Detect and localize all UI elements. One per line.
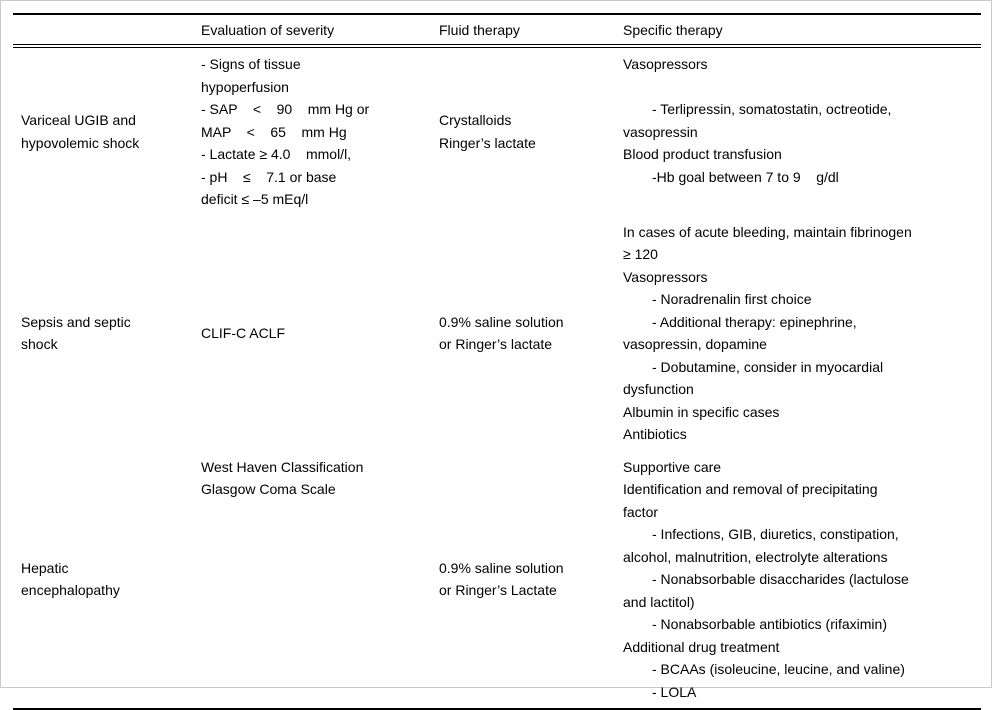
fluid-line: or Ringer’s lactate bbox=[439, 336, 553, 352]
specific-therapy-cell bbox=[623, 216, 981, 451]
evaluation-cell bbox=[201, 451, 439, 710]
evaluation-cell bbox=[201, 216, 439, 451]
header-specific-therapy: Specific therapy bbox=[623, 14, 981, 46]
therapy-line: Vasopressors bbox=[623, 56, 708, 72]
therapy-line: Albumin in specific cases bbox=[623, 403, 780, 420]
row-label-cell bbox=[13, 216, 201, 451]
therapy-line: alcohol, malnutrition, electrolyte alterations bbox=[623, 548, 888, 565]
therapy-line: ≥ 120 bbox=[623, 246, 658, 262]
therapy-line: Antibiotics bbox=[623, 426, 687, 442]
fluid-line: 0.9% saline solution bbox=[439, 313, 564, 330]
fluid-line: or Ringer’s Lactate bbox=[439, 582, 557, 599]
header-fluid-therapy: Fluid therapy bbox=[439, 14, 623, 46]
table-row-hepatic-encephalopathy bbox=[13, 451, 981, 710]
evaluation-line: - Lactate ≥ 4.0 mmol/l, bbox=[201, 146, 352, 162]
evaluation-line: - SAP < 90 mm Hg or bbox=[201, 101, 370, 117]
therapy-line: Supportive care bbox=[623, 458, 722, 475]
therapy-line: dysfunction bbox=[623, 381, 694, 397]
row-label-line: Hepatic bbox=[21, 559, 69, 576]
header-evaluation-of-severity: Evaluation of severity bbox=[201, 14, 439, 46]
evaluation-line: West Haven Classification bbox=[201, 458, 364, 475]
row-label-line: encephalopathy bbox=[21, 582, 120, 599]
evaluation-line: MAP < 65 mm Hg bbox=[201, 123, 347, 140]
therapy-line: and lactitol) bbox=[623, 593, 695, 610]
therapy-line: In cases of acute bleeding, maintain fibrinogen bbox=[623, 223, 912, 240]
therapy-line: - Noradrenalin first choice bbox=[652, 291, 812, 307]
therapy-line: - Dobutamine, consider in myocardial bbox=[652, 358, 884, 375]
row-label-line: shock bbox=[21, 336, 58, 352]
therapy-line: Vasopressors bbox=[623, 268, 708, 285]
row-label-line: Variceal UGIB and bbox=[21, 112, 136, 129]
therapy-line: Identification and removal of precipitating bbox=[623, 481, 878, 497]
therapy-line: - Nonabsorbable antibiotics (rifaximin) bbox=[652, 616, 887, 632]
therapy-line: vasopressin bbox=[623, 123, 698, 140]
therapy-line: - BCAAs (isoleucine, leucine, and valine) bbox=[652, 661, 905, 677]
therapy-line: - Terlipressin, somatostatin, octreotide, bbox=[652, 101, 892, 117]
blank-line bbox=[623, 76, 981, 99]
therapy-table bbox=[13, 13, 981, 710]
fluid-line: 0.9% saline solution bbox=[439, 559, 564, 576]
evaluation-line: hypoperfusion bbox=[201, 78, 289, 95]
therapy-line: - LOLA bbox=[652, 683, 697, 700]
row-label-cell bbox=[13, 46, 201, 216]
therapy-line: -Hb goal between 7 to 9 g/dl bbox=[652, 168, 839, 185]
row-label-cell bbox=[13, 451, 201, 710]
evaluation-line: CLIF-C ACLF bbox=[201, 324, 286, 341]
table-header bbox=[13, 14, 981, 46]
therapy-line: vasopressin, dopamine bbox=[623, 336, 767, 352]
evaluation-line: - pH ≤ 7.1 or base bbox=[201, 168, 337, 185]
evaluation-line: deficit ≤ –5 mEq/l bbox=[201, 191, 309, 207]
specific-therapy-cell bbox=[623, 451, 981, 710]
evaluation-line: Glasgow Coma Scale bbox=[201, 481, 336, 497]
evaluation-line: - Signs of tissue bbox=[201, 56, 301, 72]
table-row-variceal-ugib bbox=[13, 46, 981, 216]
therapy-line: Blood product transfusion bbox=[623, 146, 782, 162]
therapy-line: factor bbox=[623, 503, 659, 520]
row-label-line: Sepsis and septic bbox=[21, 313, 131, 330]
header-row-label bbox=[13, 14, 201, 46]
row-label-line: hypovolemic shock bbox=[21, 134, 140, 151]
therapy-line: - Nonabsorbable disaccharides (lactulose bbox=[652, 571, 909, 587]
fluid-line: Crystalloids bbox=[439, 112, 512, 129]
fluid-therapy-cell bbox=[439, 216, 623, 451]
fluid-line: Ringer’s lactate bbox=[439, 134, 536, 151]
fluid-therapy-cell bbox=[439, 451, 623, 710]
fluid-therapy-cell bbox=[439, 46, 623, 216]
specific-therapy-cell bbox=[623, 46, 981, 216]
header-row bbox=[13, 14, 981, 46]
table-row-sepsis bbox=[13, 216, 981, 451]
therapy-line: - Additional therapy: epinephrine, bbox=[652, 313, 857, 330]
table-body bbox=[13, 46, 981, 709]
therapy-line: Additional drug treatment bbox=[623, 638, 780, 655]
therapy-line: - Infections, GIB, diuretics, constipation, bbox=[652, 526, 899, 542]
evaluation-cell bbox=[201, 46, 439, 216]
